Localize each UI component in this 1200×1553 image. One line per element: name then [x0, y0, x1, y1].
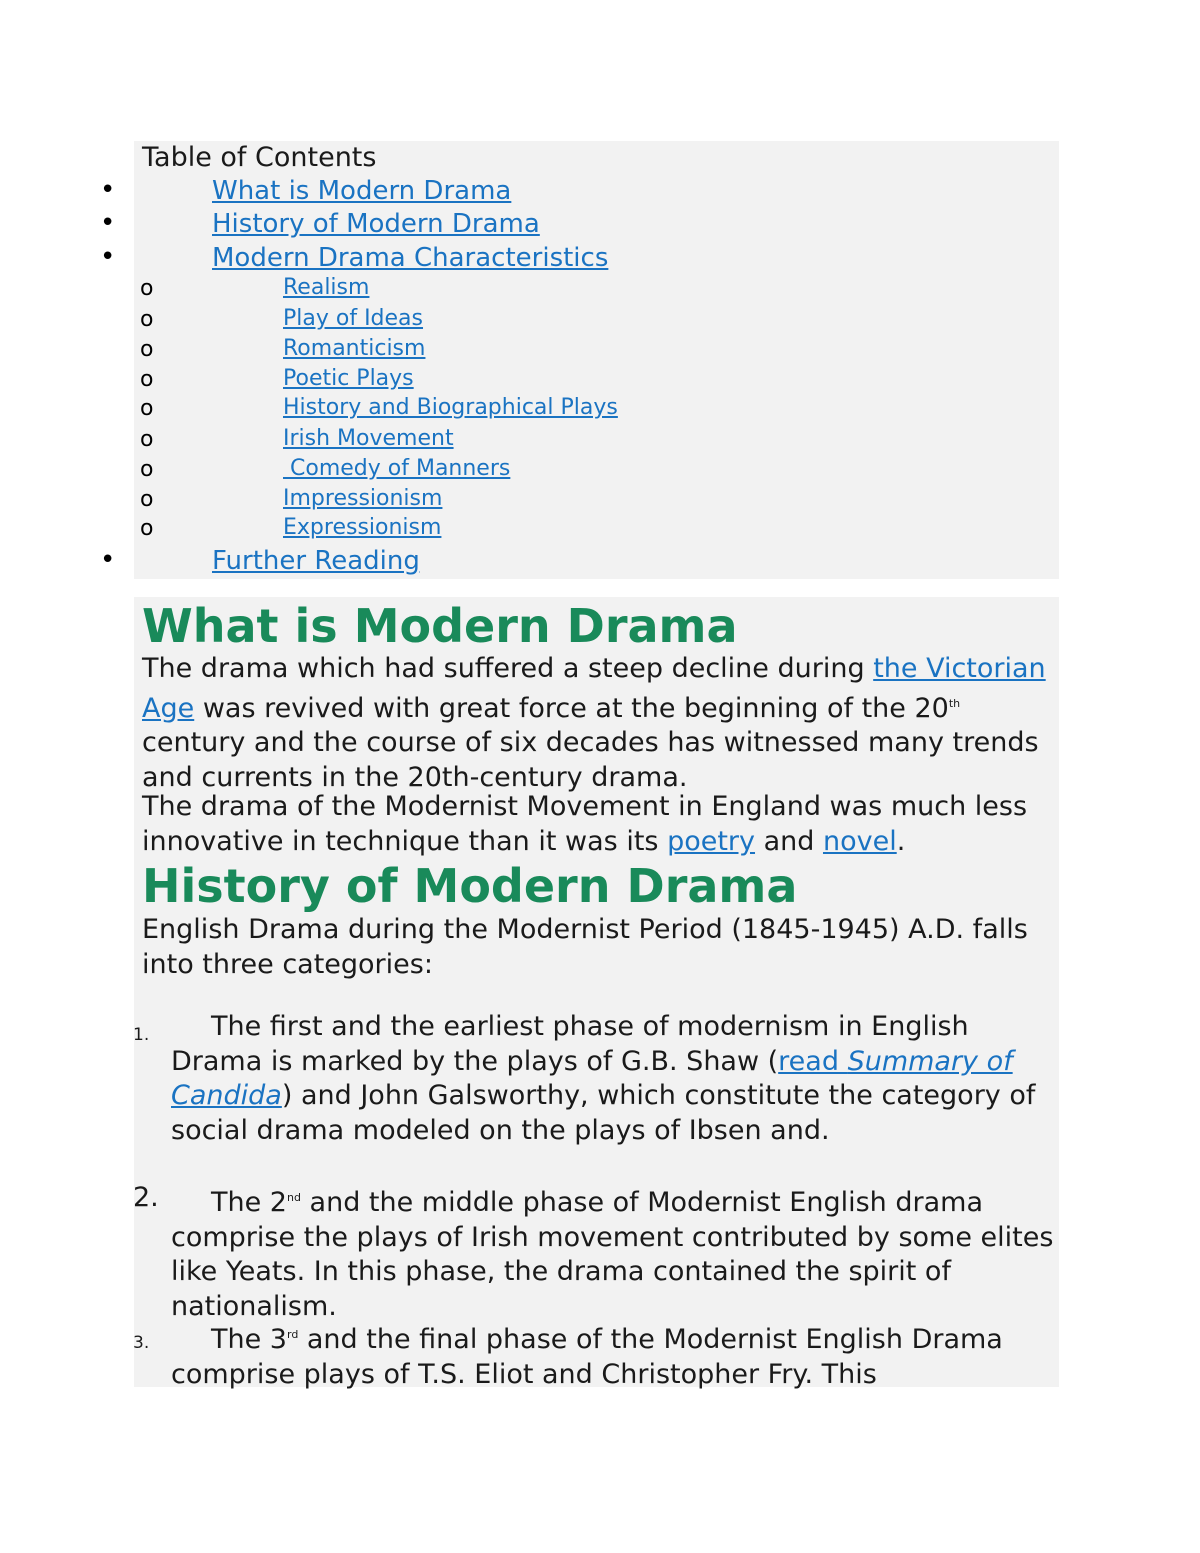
toc-link-irish-movement[interactable]: Irish Movement: [283, 426, 454, 451]
text: century and the course of six decades has witnessed many trends and currents in the 20th-century drama.: [142, 727, 1039, 793]
link-poetry[interactable]: poetry: [667, 825, 756, 857]
heading-what-is-modern-drama: What is Modern Drama: [142, 599, 738, 653]
text: and the middle phase of Modernist English drama comprise the plays of Irish movement contributed by some elites like Yeats. In this phase, the drama contained the spirit of nationalism.: [171, 1187, 1054, 1322]
bullet-disc: •: [100, 242, 116, 272]
toc-title: Table of Contents: [142, 142, 377, 173]
text: and: [755, 825, 823, 857]
bullet-disc: •: [100, 545, 116, 575]
list-number: 1.: [133, 1025, 150, 1045]
heading-history-of-modern-drama: History of Modern Drama: [142, 859, 798, 913]
bullet-circle: o: [140, 457, 154, 482]
toc-link-history-and-biographical-plays[interactable]: History and Biographical Plays: [283, 395, 618, 420]
text: The drama of the Modernist Movement in England was much less innovative in technique than it was its: [142, 791, 1028, 857]
bullet-circle: o: [140, 516, 154, 541]
link-victorian-age[interactable]: the Victorian Age: [142, 653, 1046, 724]
toc-link-romanticism[interactable]: Romanticism: [283, 336, 426, 361]
list-item-text: [171, 1181, 1059, 1324]
toc-link-play-of-ideas[interactable]: Play of Ideas: [283, 306, 424, 331]
paragraph-intro: [142, 652, 1060, 795]
text: The 3: [211, 1324, 287, 1355]
bullet-disc: •: [100, 208, 116, 238]
text: The 2: [211, 1187, 287, 1218]
text: was revived with great force at the beginning of the 20: [194, 692, 949, 724]
toc-link-further-reading[interactable]: Further Reading: [212, 546, 420, 576]
bullet-disc: •: [100, 175, 116, 205]
bullet-circle: o: [140, 276, 154, 301]
toc-link-poetic-plays[interactable]: Poetic Plays: [283, 366, 414, 391]
text: The first and the earliest phase of modernism in English Drama is marked by the plays of G.B. Shaw (: [171, 1011, 969, 1077]
superscript: th: [948, 696, 961, 710]
bullet-circle: o: [140, 427, 154, 452]
text: .: [896, 825, 906, 857]
text: The drama which had suffered a steep decline during: [142, 653, 874, 684]
list-item-text: [171, 1318, 1059, 1392]
list-item-text: [171, 1010, 1059, 1148]
link-text-italic: Summary of Candida: [171, 1045, 1013, 1111]
toc-link-history-of-modern-drama[interactable]: History of Modern Drama: [212, 209, 540, 239]
link-text: read: [778, 1045, 848, 1077]
list-number: 2.: [133, 1182, 159, 1213]
toc-link-impressionism[interactable]: Impressionism: [283, 486, 443, 511]
bullet-circle: o: [140, 367, 154, 392]
bullet-circle: o: [140, 307, 154, 332]
article-body: [133, 597, 1059, 1390]
list-number: 3.: [133, 1333, 150, 1353]
toc-link-realism[interactable]: Realism: [283, 275, 370, 300]
toc-link-what-is-modern-drama[interactable]: What is Modern Drama: [212, 176, 512, 206]
table-of-contents: [100, 141, 1059, 579]
bullet-circle: o: [140, 337, 154, 362]
bullet-circle: o: [140, 396, 154, 421]
paragraph-modernist-movement: [142, 790, 1060, 859]
toc-link-modern-drama-characteristics[interactable]: Modern Drama Characteristics: [212, 243, 609, 273]
superscript: rd: [286, 1328, 299, 1341]
toc-link-expressionism[interactable]: Expressionism: [283, 515, 442, 540]
toc-link-comedy-of-manners[interactable]: Comedy of Manners: [283, 456, 511, 481]
paragraph-history-intro: English Drama during the Modernist Period (1845-1945) A.D. falls into three categories:: [142, 914, 1028, 980]
link-novel[interactable]: novel: [822, 825, 897, 857]
text: ) and John Galsworthy, which constitute the category of social drama modeled on the plays of Ibsen and.: [171, 1080, 1036, 1146]
superscript: nd: [286, 1191, 301, 1204]
bullet-circle: o: [140, 487, 154, 512]
text: and the final phase of the Modernist English Drama comprise plays of T.S. Eliot and Christopher Fry. This: [171, 1324, 1003, 1390]
